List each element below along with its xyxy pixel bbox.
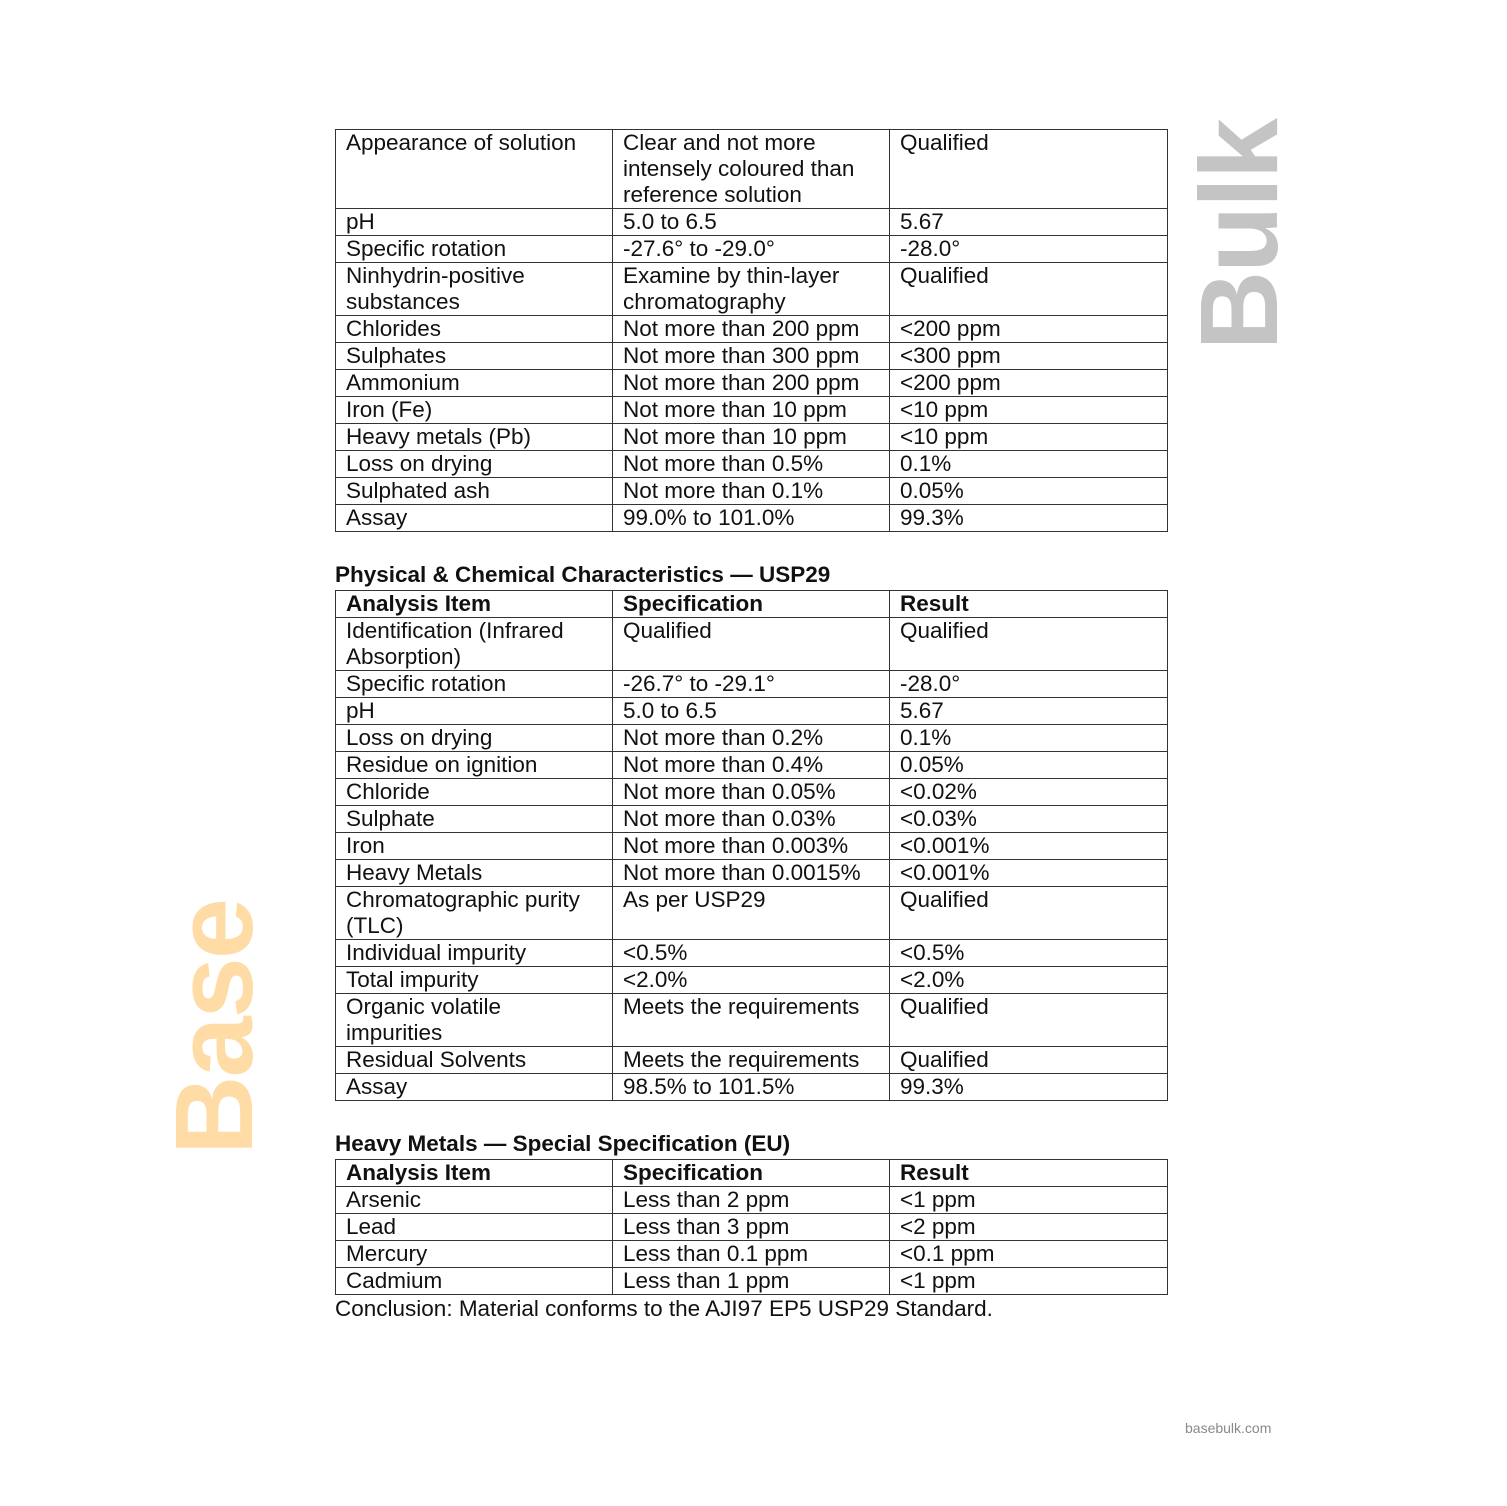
cell-analysis-item: Specific rotation <box>336 236 613 263</box>
cell-specification: Not more than 10 ppm <box>613 424 890 451</box>
cell-analysis-item: Heavy Metals <box>336 860 613 887</box>
cell-result: <10 ppm <box>890 424 1168 451</box>
cell-result: <0.1 ppm <box>890 1241 1168 1268</box>
header-specification: Specification <box>613 591 890 618</box>
table-row <box>336 752 1168 779</box>
cell-specification: Not more than 0.0015% <box>613 860 890 887</box>
cell-specification: Less than 1 ppm <box>613 1268 890 1295</box>
table-row <box>336 698 1168 725</box>
cell-analysis-item: Sulphates <box>336 343 613 370</box>
cell-analysis-item: Chromatographic purity (TLC) <box>336 887 613 940</box>
table-row <box>336 618 1168 671</box>
header-result: Result <box>890 1160 1168 1187</box>
table1-body <box>336 130 1168 532</box>
cell-analysis-item: Arsenic <box>336 1187 613 1214</box>
table-row <box>336 1241 1168 1268</box>
cell-result: 5.67 <box>890 698 1168 725</box>
table-row <box>336 806 1168 833</box>
cell-specification: Clear and not more intensely coloured than reference solution <box>613 130 890 209</box>
cell-analysis-item: Appearance of solution <box>336 130 613 209</box>
table-row <box>336 397 1168 424</box>
header-analysis-item: Analysis Item <box>336 591 613 618</box>
cell-analysis-item: Ninhydrin-positive substances <box>336 263 613 316</box>
table-row <box>336 370 1168 397</box>
cell-result: 99.3% <box>890 1074 1168 1101</box>
cell-specification: 98.5% to 101.5% <box>613 1074 890 1101</box>
cell-specification: Not more than 0.03% <box>613 806 890 833</box>
table-row <box>336 130 1168 209</box>
cell-result: <0.001% <box>890 860 1168 887</box>
cell-analysis-item: Iron <box>336 833 613 860</box>
table-row <box>336 967 1168 994</box>
cell-result: 0.1% <box>890 725 1168 752</box>
cell-specification: Meets the requirements <box>613 994 890 1047</box>
cell-result: Qualified <box>890 887 1168 940</box>
cell-specification: -26.7° to -29.1° <box>613 671 890 698</box>
cell-result: <2 ppm <box>890 1214 1168 1241</box>
cell-specification: 5.0 to 6.5 <box>613 698 890 725</box>
table-row <box>336 505 1168 532</box>
cell-result: <300 ppm <box>890 343 1168 370</box>
cell-analysis-item: Heavy metals (Pb) <box>336 424 613 451</box>
table-row <box>336 1268 1168 1295</box>
cell-specification: Less than 0.1 ppm <box>613 1241 890 1268</box>
cell-analysis-item: Residue on ignition <box>336 752 613 779</box>
table-row <box>336 994 1168 1047</box>
table-row <box>336 725 1168 752</box>
cell-analysis-item: pH <box>336 209 613 236</box>
section-title-usp29: Physical & Chemical Characteristics — USP29 <box>335 562 831 587</box>
cell-result: <200 ppm <box>890 370 1168 397</box>
cell-result: <200 ppm <box>890 316 1168 343</box>
section-title-heavy-metals-eu: Heavy Metals — Special Specification (EU) <box>335 1131 791 1156</box>
conclusion-text: Conclusion: Material conforms to the AJI97 EP5 USP29 Standard. <box>335 1296 993 1321</box>
table-row <box>336 236 1168 263</box>
cell-result: 99.3% <box>890 505 1168 532</box>
table-row <box>336 860 1168 887</box>
cell-result: Qualified <box>890 130 1168 209</box>
cell-analysis-item: Sulphated ash <box>336 478 613 505</box>
watermark-site: basebulk.com <box>1185 1420 1272 1436</box>
cell-result: <0.5% <box>890 940 1168 967</box>
table-header-row <box>336 591 1168 618</box>
cell-analysis-item: Individual impurity <box>336 940 613 967</box>
cell-specification: Not more than 0.1% <box>613 478 890 505</box>
cell-specification: Not more than 300 ppm <box>613 343 890 370</box>
cell-specification: Not more than 10 ppm <box>613 397 890 424</box>
cell-specification: Meets the requirements <box>613 1047 890 1074</box>
cell-analysis-item: Lead <box>336 1214 613 1241</box>
cell-result: -28.0° <box>890 236 1168 263</box>
cell-specification: -27.6° to -29.0° <box>613 236 890 263</box>
cell-specification: Examine by thin-layer chromatography <box>613 263 890 316</box>
cell-specification: Not more than 200 ppm <box>613 316 890 343</box>
cell-specification: Not more than 200 ppm <box>613 370 890 397</box>
cell-analysis-item: Ammonium <box>336 370 613 397</box>
header-analysis-item: Analysis Item <box>336 1160 613 1187</box>
table-row <box>336 478 1168 505</box>
cell-specification: Not more than 0.003% <box>613 833 890 860</box>
table-row <box>336 424 1168 451</box>
cell-result: <0.02% <box>890 779 1168 806</box>
cell-specification: Not more than 0.2% <box>613 725 890 752</box>
cell-specification: Less than 2 ppm <box>613 1187 890 1214</box>
table-row <box>336 833 1168 860</box>
cell-specification: Not more than 0.5% <box>613 451 890 478</box>
cell-specification: As per USP29 <box>613 887 890 940</box>
header-result: Result <box>890 591 1168 618</box>
cell-analysis-item: Chloride <box>336 779 613 806</box>
table-row <box>336 779 1168 806</box>
watermark-base: Base <box>153 900 276 1155</box>
cell-specification: <0.5% <box>613 940 890 967</box>
table-header-row <box>336 1160 1168 1187</box>
cell-result: Qualified <box>890 1047 1168 1074</box>
cell-analysis-item: Loss on drying <box>336 451 613 478</box>
cell-analysis-item: Organic volatile impurities <box>336 994 613 1047</box>
cell-analysis-item: Total impurity <box>336 967 613 994</box>
specification-table-ep <box>335 129 1168 532</box>
table-row <box>336 343 1168 370</box>
cell-analysis-item: Assay <box>336 505 613 532</box>
table-row <box>336 1214 1168 1241</box>
cell-result: <2.0% <box>890 967 1168 994</box>
table3-body <box>336 1187 1168 1295</box>
cell-specification: Not more than 0.05% <box>613 779 890 806</box>
cell-result: Qualified <box>890 618 1168 671</box>
cell-analysis-item: Identification (Infrared Absorption) <box>336 618 613 671</box>
cell-analysis-item: Mercury <box>336 1241 613 1268</box>
cell-specification: 99.0% to 101.0% <box>613 505 890 532</box>
cell-analysis-item: Iron (Fe) <box>336 397 613 424</box>
table-row <box>336 940 1168 967</box>
cell-result: <10 ppm <box>890 397 1168 424</box>
table-row <box>336 209 1168 236</box>
cell-specification: <2.0% <box>613 967 890 994</box>
table-row <box>336 1074 1168 1101</box>
cell-analysis-item: Chlorides <box>336 316 613 343</box>
cell-specification: Less than 3 ppm <box>613 1214 890 1241</box>
cell-result: <0.03% <box>890 806 1168 833</box>
cell-analysis-item: Specific rotation <box>336 671 613 698</box>
cell-analysis-item: Loss on drying <box>336 725 613 752</box>
table-row <box>336 316 1168 343</box>
table2-body <box>336 618 1168 1101</box>
heavy-metals-table-eu <box>335 1159 1168 1295</box>
table-row <box>336 671 1168 698</box>
cell-result: <1 ppm <box>890 1187 1168 1214</box>
table-row <box>336 1047 1168 1074</box>
table-row <box>336 451 1168 478</box>
cell-result: 0.05% <box>890 752 1168 779</box>
cell-specification: Qualified <box>613 618 890 671</box>
header-specification: Specification <box>613 1160 890 1187</box>
table-row <box>336 1187 1168 1214</box>
watermark-bulk: Bulk <box>1178 120 1301 351</box>
cell-result: <0.001% <box>890 833 1168 860</box>
cell-analysis-item: Cadmium <box>336 1268 613 1295</box>
cell-result: 5.67 <box>890 209 1168 236</box>
cell-result: Qualified <box>890 263 1168 316</box>
cell-result: Qualified <box>890 994 1168 1047</box>
table-row <box>336 887 1168 940</box>
table-row <box>336 263 1168 316</box>
cell-result: <1 ppm <box>890 1268 1168 1295</box>
cell-specification: 5.0 to 6.5 <box>613 209 890 236</box>
cell-analysis-item: Sulphate <box>336 806 613 833</box>
cell-analysis-item: Assay <box>336 1074 613 1101</box>
cell-result: 0.05% <box>890 478 1168 505</box>
specification-table-usp29 <box>335 590 1168 1101</box>
cell-result: -28.0° <box>890 671 1168 698</box>
cell-analysis-item: pH <box>336 698 613 725</box>
cell-result: 0.1% <box>890 451 1168 478</box>
document-page <box>335 129 1167 1322</box>
cell-specification: Not more than 0.4% <box>613 752 890 779</box>
cell-analysis-item: Residual Solvents <box>336 1047 613 1074</box>
